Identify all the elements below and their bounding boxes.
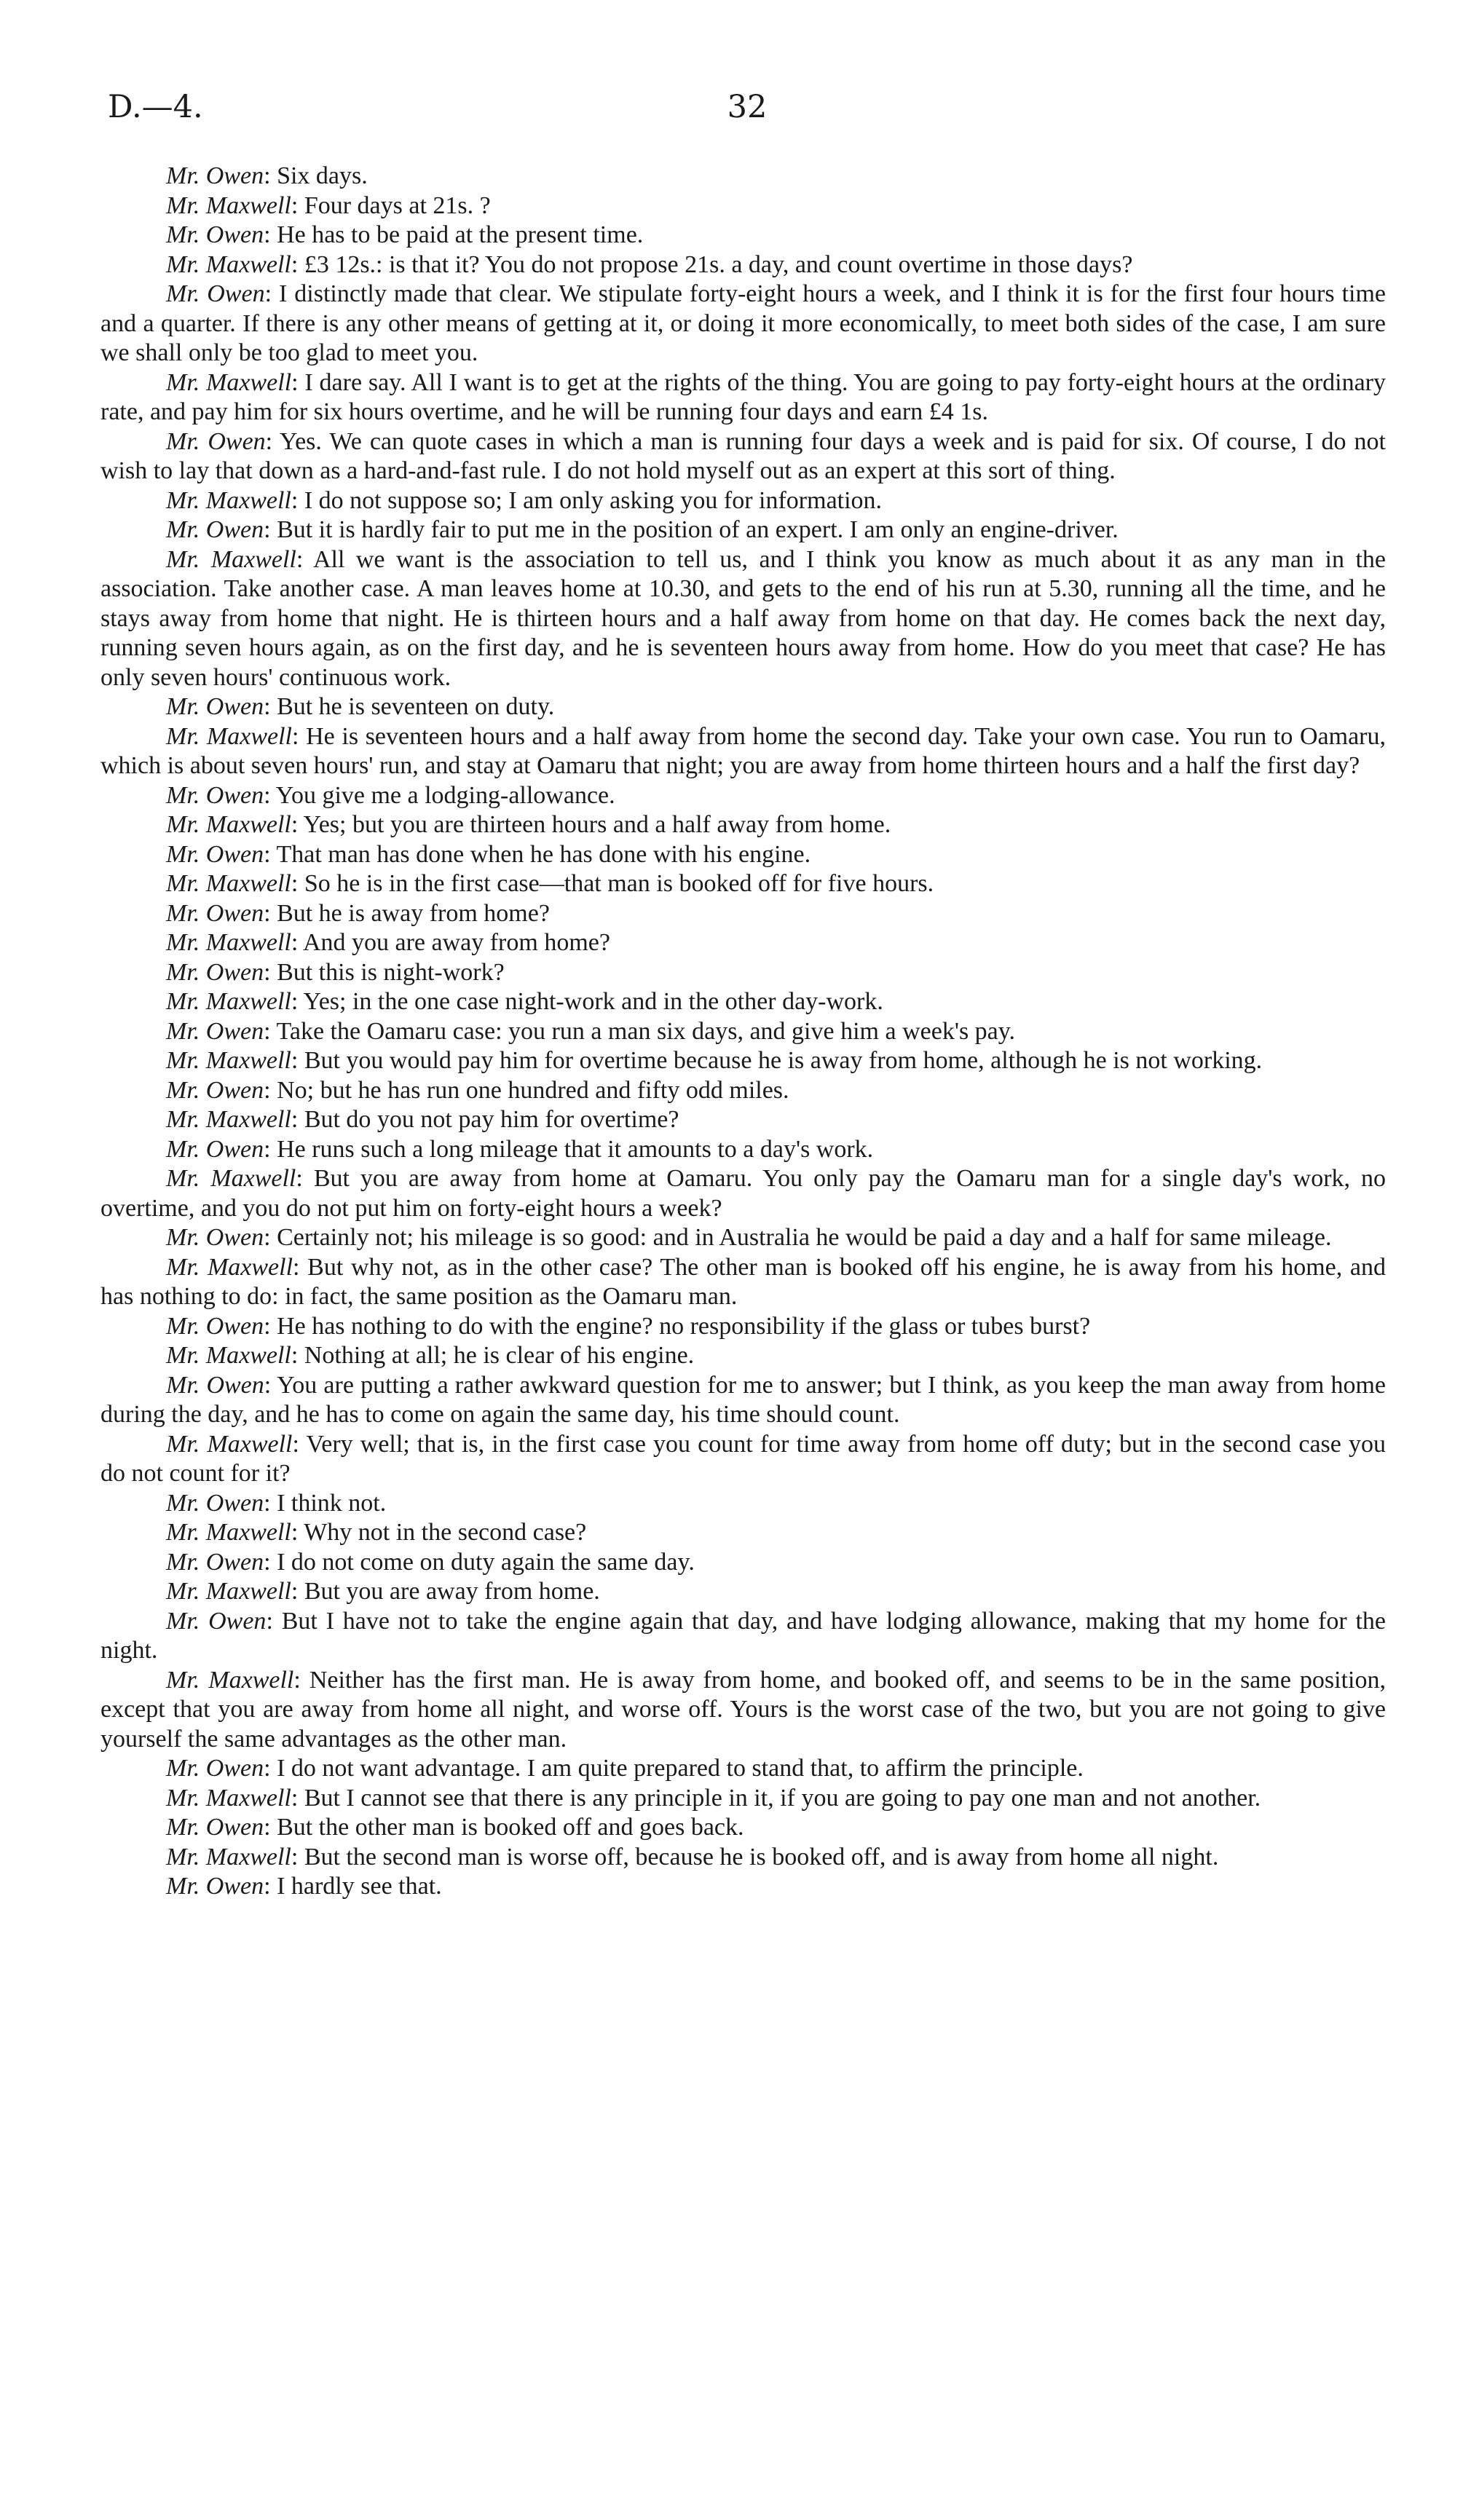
speech-text: £3 12s.: is that it? You do not propose 21s. a day, and count overtime in those days? [304,250,1133,278]
speaker-separator: : [292,1430,307,1458]
speech-text: I do not come on duty again the same day. [277,1548,695,1576]
transcript-paragraph [100,1371,1386,1430]
transcript-paragraph [100,1518,1386,1548]
speaker-name: Mr. Owen [166,162,264,189]
transcript-paragraph [100,1105,1386,1135]
document-reference: D.—4. [108,89,203,125]
speech-text: Why not in the second case? [304,1519,587,1546]
speech-text: I distinctly made that clear. We stipulate forty-eight hours a week, and I think it is for the first four hours time and a quarter. If there is any other means of getting at it, or doing it more economically, to meet both sides of the case, I am sure we shall only be too glad to meet you. [100,280,1386,366]
speaker-separator: : [291,1519,304,1546]
speaker-separator: : [291,1342,304,1369]
transcript-paragraph [100,869,1386,899]
transcript-paragraph [100,1017,1386,1047]
speaker-separator: : [266,1607,282,1635]
speaker-name: Mr. Owen [166,1873,264,1900]
speaker-separator: : [291,368,305,396]
speaker-name: Mr. Maxwell [166,1430,293,1458]
speech-text: You give me a lodging-allowance. [275,781,615,809]
transcript-paragraph [100,1046,1386,1076]
speech-text: He has to be paid at the present time. [277,221,644,248]
transcript-paragraph [100,1430,1386,1489]
speech-text: But the other man is booked off and goes back. [277,1814,744,1841]
speaker-separator: : [264,1017,277,1045]
speaker-name: Mr. Maxwell [166,1253,293,1281]
transcript-paragraph [100,722,1386,781]
speaker-name: Mr. Maxwell [166,368,292,396]
page-number: 32 [727,89,768,125]
speech-text: You are putting a rather awkward question for me to answer; but I think, as you keep the man away from home during the day, and he has to come on again the same day, his time should count. [100,1371,1386,1428]
speaker-separator: : [291,988,304,1015]
speaker-name: Mr. Owen [166,958,264,986]
speech-text: But I cannot see that there is any principle in it, if you are going to pay one man and not another. [304,1784,1261,1812]
transcript-paragraph [100,1223,1386,1253]
transcript-paragraph [100,840,1386,870]
speech-text: He runs such a long mileage that it amounts to a day's work. [277,1135,874,1163]
transcript-paragraph [100,191,1386,221]
speaker-name: Mr. Owen [166,1607,267,1635]
speech-text: But the second man is worse off, because he is booked off, and is away from home all night. [304,1843,1219,1871]
speaker-name: Mr. Owen [166,1371,264,1399]
speech-text: Four days at 21s. ? [304,191,491,219]
speaker-name: Mr. Maxwell [166,545,296,573]
speaker-separator: : [291,191,304,219]
transcript-paragraph [100,1489,1386,1519]
transcript-paragraph [100,987,1386,1017]
transcript-paragraph [100,516,1386,545]
speech-text: I do not want advantage. I am quite prepared to stand that, to affirm the principle. [277,1755,1084,1782]
speech-text: Yes. We can quote cases in which a man is running four days a week and is paid for six. Of course, I do not wish to lay that down as a hard-and-fast rule. I do not hold myself out as an expert at this sort of thing. [100,427,1387,484]
speech-text: Neither has the first man. He is away from home, and booked off, and seems to be in the same position, except that you are away from home all night, and worse off. Yours is the worst case of the two, but you are not going to give yourself the same advantages as the other man. [100,1666,1387,1753]
speaker-name: Mr. Maxwell [166,1047,291,1074]
speaker-name: Mr. Maxwell [166,1843,291,1871]
speech-text: No; but he has run one hundred and fifty odd miles. [277,1076,789,1104]
speech-text: But he is away from home? [277,899,550,927]
speech-text: Yes; but you are thirteen hours and a half away from home. [303,811,891,838]
transcript-paragraph [100,486,1386,516]
speaker-separator: : [264,1224,277,1251]
speech-text: All we want is the association to tell us, and I think you know as much about it as any man in the association. Take another case. A man leaves home at 10.30, and gets to the end of his run at 5.30, running all the time, and he stays away from home that night. He is thirteen hours and a half away from home on that day. He comes back the next day, running seven hours again, as on the first day, and he is seventeen hours away from home. How do you meet that case? He has only seven hours' continuous work. [100,545,1386,691]
speaker-name: Mr. Owen [166,1489,264,1517]
speech-text: That man has done when he has done with his engine. [276,840,811,868]
speaker-separator: : [291,870,304,897]
speaker-name: Mr. Maxwell [166,988,291,1015]
transcript-paragraph [100,368,1386,427]
speaker-separator: : [291,1106,304,1133]
speaker-separator: : [264,1135,277,1163]
speaker-separator: : [264,1755,277,1782]
speaker-separator: : [264,1548,277,1576]
speaker-name: Mr. Owen [166,1135,264,1163]
speaker-separator: : [291,250,304,278]
speaker-name: Mr. Owen [166,516,264,543]
speech-text: So he is in the first case—that man is booked off for five hours. [304,870,934,897]
transcript-paragraph [100,692,1386,722]
speaker-name: Mr. Maxwell [166,929,291,956]
transcript-paragraph [100,1341,1386,1371]
speaker-separator: : [264,1814,277,1841]
speaker-separator: : [296,1165,314,1192]
speaker-name: Mr. Maxwell [166,1519,291,1546]
speaker-name: Mr. Maxwell [166,1578,291,1605]
speaker-name: Mr. Owen [166,899,264,927]
transcript-paragraph [100,1813,1386,1843]
speaker-separator: : [264,516,277,543]
transcript-paragraph [100,1666,1386,1755]
speaker-separator: : [264,1873,277,1900]
speaker-separator: : [265,427,280,455]
speaker-name: Mr. Maxwell [166,191,291,219]
speaker-name: Mr. Maxwell [166,1784,291,1812]
transcript-paragraph [100,221,1386,250]
speaker-name: Mr. Owen [166,1755,264,1782]
speaker-name: Mr. Maxwell [166,1165,296,1192]
speech-text: But you are away from home. [304,1578,600,1605]
speech-text: I hardly see that. [277,1873,442,1900]
speaker-separator: : [293,1666,309,1694]
speaker-name: Mr. Owen [166,1548,264,1576]
speaker-separator: : [293,1253,308,1281]
page-header [108,89,1387,133]
transcript-paragraph [100,162,1386,191]
speech-text: Certainly not; his mileage is so good: and in Australia he would be paid a day and a half for same mileage. [277,1224,1332,1251]
speaker-separator: : [264,1489,277,1517]
speaker-separator: : [291,1843,304,1871]
speaker-name: Mr. Owen [166,427,266,455]
transcript-paragraph [100,1607,1386,1666]
speaker-name: Mr. Owen [166,280,265,307]
speech-text: But do you not pay him for overtime? [304,1106,679,1133]
transcript-paragraph [100,810,1386,840]
speaker-separator: : [291,1784,304,1812]
transcript-paragraph [100,280,1386,368]
transcript-paragraph [100,1135,1386,1165]
speaker-separator: : [264,1312,277,1340]
speaker-name: Mr. Owen [166,1017,264,1045]
speaker-name: Mr. Owen [166,1224,264,1251]
speaker-separator: : [291,1578,304,1605]
speaker-name: Mr. Maxwell [166,870,291,897]
transcript-paragraph [100,899,1386,929]
speech-text: He is seventeen hours and a half away from home the second day. Take your own case. You run to Oamaru, which is about seven hours' run, and stay at Oamaru that night; you are away from home thirteen hours and a half the first day? [100,722,1386,779]
speech-text: But why not, as in the other case? The other man is booked off his engine, he is away from his home, and has nothing to do: in fact, the same position as the Oamaru man. [100,1253,1387,1310]
speaker-separator: : [264,280,279,307]
transcript-paragraph [100,250,1386,280]
transcript-paragraph [100,1754,1386,1784]
speaker-name: Mr. Maxwell [166,1106,291,1133]
speaker-name: Mr. Owen [166,840,264,868]
speaker-separator: : [291,811,304,838]
speaker-name: Mr. Maxwell [166,811,291,838]
speaker-separator: : [291,1047,304,1074]
speech-text: I dare say. All I want is to get at the rights of the thing. You are going to pay forty-eight hours at the ordinary rate, and pay him for six hours overtime, and he will be running four days and earn £4 1s. [100,368,1387,425]
speaker-name: Mr. Owen [166,781,264,809]
transcript-paragraph [100,781,1386,811]
transcript-paragraph [100,1784,1386,1814]
speech-text: And you are away from home? [302,929,610,956]
transcript-body [100,162,1386,1902]
speaker-name: Mr. Owen [166,1312,264,1340]
transcript-paragraph [100,427,1386,486]
speaker-separator: : [296,545,313,573]
speech-text: But he is seventeen on duty. [277,693,555,720]
speaker-separator: : [264,221,277,248]
speech-text: But this is night-work? [277,958,505,986]
speaker-separator: : [264,1076,277,1104]
speaker-separator: : [264,693,277,720]
speech-text: But I have not to take the engine again that day, and have lodging allowance, making that my home for the night. [100,1607,1386,1664]
transcript-paragraph [100,1872,1386,1902]
speaker-name: Mr. Maxwell [166,486,291,514]
speaker-separator: : [264,958,277,986]
transcript-paragraph [100,1312,1386,1342]
speaker-name: Mr. Maxwell [166,250,291,278]
speaker-name: Mr. Maxwell [166,1666,294,1694]
speech-text: Take the Oamaru case: you run a man six days, and give him a week's pay. [276,1017,1016,1045]
transcript-paragraph [100,928,1386,958]
speaker-separator: : [291,486,304,514]
speech-text: But it is hardly fair to put me in the position of an expert. I am only an engine-driver. [277,516,1119,543]
speaker-separator: : [264,781,276,809]
speaker-name: Mr. Maxwell [166,1342,291,1369]
transcript-paragraph [100,1843,1386,1873]
speaker-separator: : [264,1371,277,1399]
speaker-separator: : [291,929,303,956]
speaker-separator: : [264,162,277,189]
speaker-name: Mr. Owen [166,1076,264,1104]
transcript-paragraph [100,545,1386,693]
speech-text: Very well; that is, in the first case you count for time away from home off duty; but in the second case you do not count for it? [100,1430,1387,1487]
transcript-paragraph [100,1577,1386,1607]
speech-text: I think not. [277,1489,387,1517]
speaker-name: Mr. Maxwell [166,722,292,750]
speech-text: But you would pay him for overtime because he is away from home, although he is not working. [304,1047,1263,1074]
transcript-paragraph [100,1253,1386,1312]
speaker-separator: : [264,899,277,927]
speaker-separator: : [292,722,307,750]
transcript-paragraph [100,1548,1386,1578]
speaker-name: Mr. Owen [166,1814,264,1841]
speech-text: He has nothing to do with the engine? no responsibility if the glass or tubes burst? [277,1312,1091,1340]
speech-text: I do not suppose so; I am only asking you for information. [304,486,883,514]
transcript-paragraph [100,1164,1386,1223]
transcript-paragraph [100,958,1386,988]
speech-text: But you are away from home at Oamaru. You only pay the Oamaru man for a single day's work, no overtime, and you do not put him on forty-eight hours a week? [100,1165,1387,1222]
speaker-name: Mr. Owen [166,221,264,248]
speaker-name: Mr. Owen [166,693,264,720]
speech-text: Six days. [277,162,368,189]
transcript-paragraph [100,1076,1386,1106]
speech-text: Nothing at all; he is clear of his engine. [304,1342,695,1369]
speaker-separator: : [264,840,277,868]
speech-text: Yes; in the one case night-work and in the other day-work. [303,988,883,1015]
